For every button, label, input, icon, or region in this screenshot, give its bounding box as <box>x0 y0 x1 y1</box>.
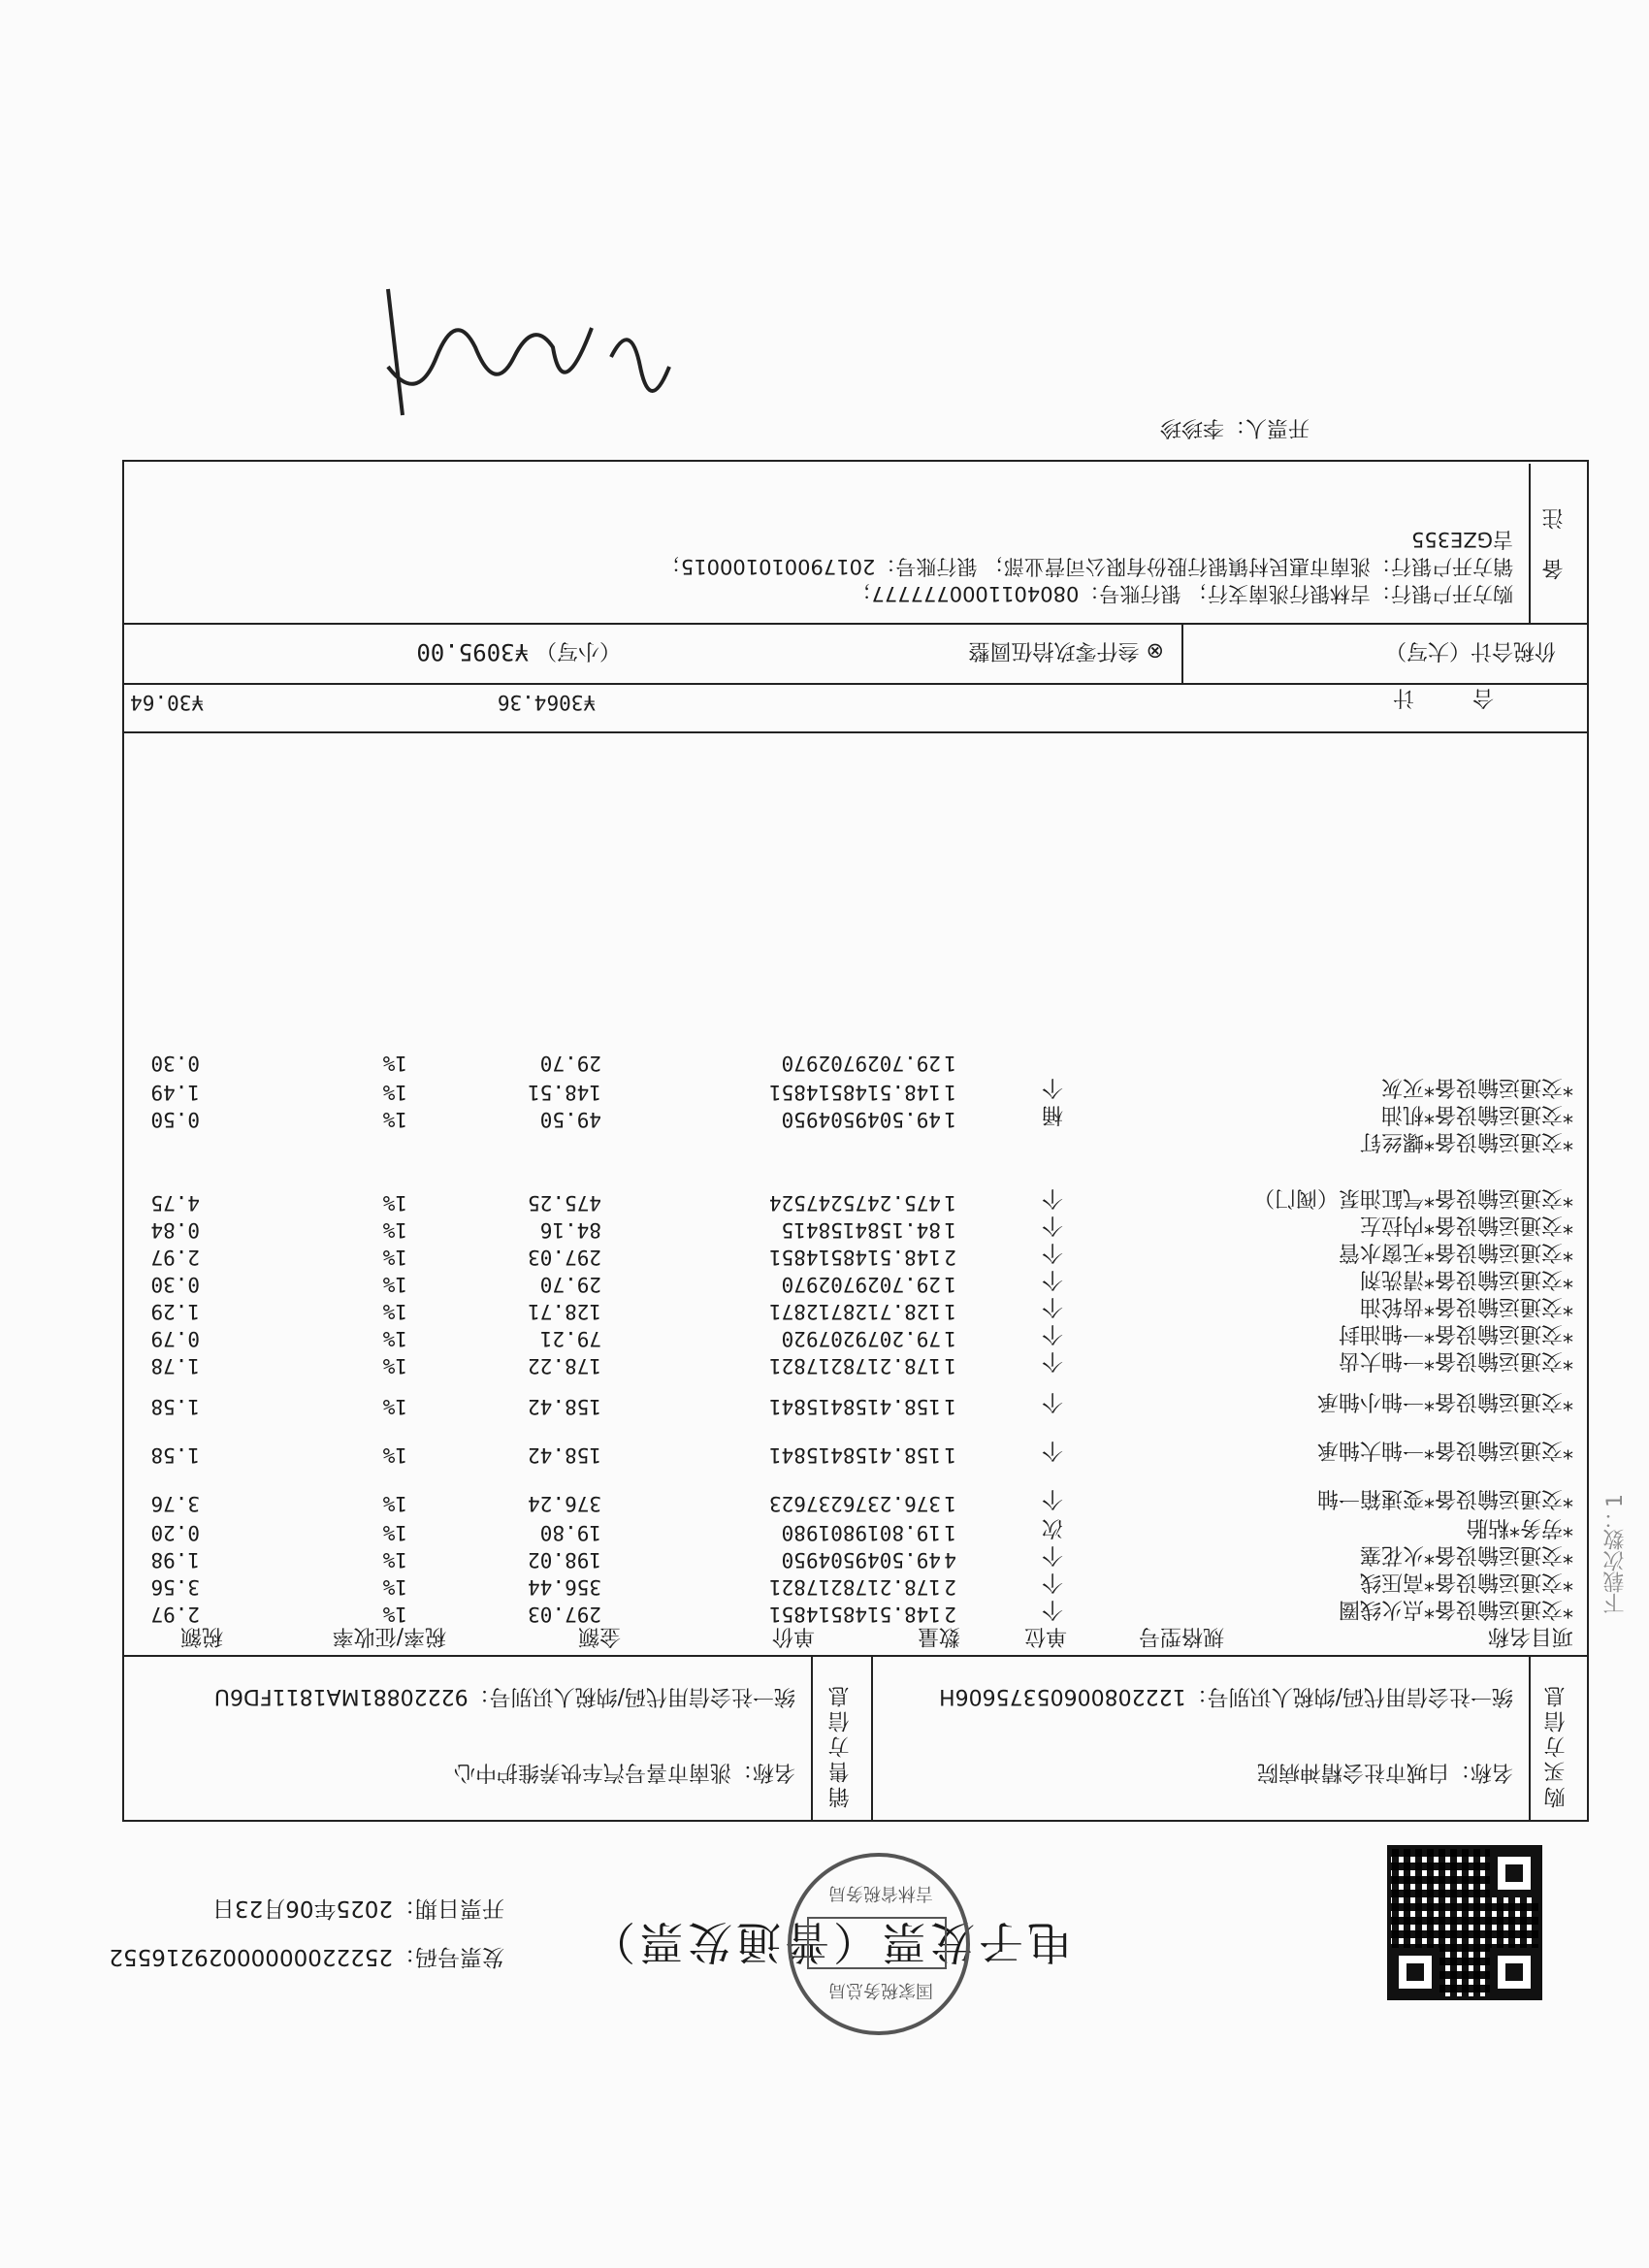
item-tax: 0.50 <box>150 1108 200 1131</box>
col-rate: 税率/征收率 <box>332 1624 446 1648</box>
item-price: 84.1584158415 <box>781 1218 941 1242</box>
remarks-line-1: 购方开户银行：吉林银行洮南支行； 银行账号：0804011000777777； <box>851 582 1513 605</box>
item-rate: 1% <box>382 1273 407 1296</box>
item-qty: 1 <box>944 1218 956 1242</box>
item-price: 158.4158415841 <box>768 1443 941 1467</box>
item-price: 376.2376237623 <box>768 1492 941 1515</box>
item-qty: 1 <box>944 1191 956 1215</box>
item-name: *交通运输设备*火花塞 <box>1359 1542 1573 1567</box>
item-name: *交通运输设备*一轴大轴承 <box>1316 1438 1573 1462</box>
tax-stamp: 国家税务总局 吉林省税务局 <box>788 1853 970 2035</box>
item-amount: 29.70 <box>539 1052 601 1075</box>
item-unit: 个 <box>1041 1240 1063 1264</box>
total-tax: ¥30.64 <box>130 691 204 714</box>
item-amount: 148.51 <box>528 1081 601 1104</box>
item-amount: 19.80 <box>539 1521 601 1544</box>
item-tax: 1.58 <box>150 1395 200 1418</box>
item-price: 178.2178217821 <box>768 1354 941 1377</box>
grand-total-words: ⊗ 叁仟零玖拾伍圆整 <box>968 638 1164 663</box>
item-name: *交通运输设备*无窗水管 <box>1338 1240 1573 1264</box>
item-unit: 个 <box>1041 1597 1063 1621</box>
handwritten-signature <box>359 279 679 425</box>
item-qty: 2 <box>944 1246 956 1269</box>
col-tax: 税额 <box>179 1624 223 1648</box>
item-tax: 1.78 <box>150 1354 200 1377</box>
item-price: 475.2475247524 <box>768 1191 941 1215</box>
item-name: *交通运输设备*机油 <box>1380 1102 1573 1126</box>
issuer: 开票人：李珍珍 <box>1159 415 1310 439</box>
item-unit: 个 <box>1041 1542 1063 1567</box>
seller-name: 名称：洮南市喜号汽车快养维护中心 <box>453 1760 795 1784</box>
item-price: 158.4158415841 <box>768 1395 941 1418</box>
item-name: *交通运输设备*变速箱一轴 <box>1316 1486 1573 1510</box>
item-qty: 2 <box>944 1603 956 1626</box>
item-qty: 1 <box>944 1081 956 1104</box>
grand-total-small: （小写） ¥3095.00 <box>416 638 621 665</box>
item-rate: 1% <box>382 1300 407 1323</box>
item-rate: 1% <box>382 1443 407 1467</box>
item-rate: 1% <box>382 1395 407 1418</box>
item-price: 148.5148514851 <box>768 1246 941 1269</box>
item-name: *交通运输设备*灭灰 <box>1380 1075 1573 1099</box>
remarks-label: 备注 <box>1542 479 1567 580</box>
item-unit: 个 <box>1041 1486 1063 1510</box>
item-rate: 1% <box>382 1521 407 1544</box>
item-tax: 2.97 <box>150 1603 200 1626</box>
item-unit: 个 <box>1041 1348 1063 1373</box>
item-unit: 个 <box>1041 1267 1063 1291</box>
item-qty: 1 <box>944 1052 956 1075</box>
item-unit: 个 <box>1041 1389 1063 1413</box>
item-rate: 1% <box>382 1603 407 1626</box>
item-amount: 84.16 <box>539 1218 601 1242</box>
item-amount: 297.03 <box>528 1603 601 1626</box>
item-rate: 1% <box>382 1108 407 1131</box>
item-amount: 376.24 <box>528 1492 601 1515</box>
item-price: 128.7128712871 <box>768 1300 941 1323</box>
item-tax: 0.30 <box>150 1052 200 1075</box>
item-qty: 1 <box>944 1300 956 1323</box>
item-amount: 49.50 <box>539 1108 601 1131</box>
item-name: *交通运输设备*清洗剂 <box>1359 1267 1573 1291</box>
item-qty: 1 <box>944 1327 956 1350</box>
item-name: *交通运输设备*一轴小轴承 <box>1316 1389 1573 1413</box>
item-tax: 1.98 <box>150 1548 200 1571</box>
item-price: 79.2079207920 <box>781 1327 941 1350</box>
item-tax: 1.49 <box>150 1081 200 1104</box>
grand-total-label: 价税合计（大写） <box>1384 638 1556 663</box>
item-tax: 1.29 <box>150 1300 200 1323</box>
item-amount: 297.03 <box>528 1246 601 1269</box>
seller-tax-id: 统一社会信用代码/纳税人识别号：92220881MA1811FD6U <box>213 1684 795 1708</box>
col-name: 项目名称 <box>1487 1624 1573 1648</box>
item-unit: 桶 <box>1041 1102 1063 1126</box>
item-unit: 个 <box>1041 1075 1063 1099</box>
seller-label: 销售方信息 <box>828 1682 853 1808</box>
item-price: 29.7029702970 <box>781 1052 941 1075</box>
item-name: *交通运输设备*一轴油封 <box>1338 1321 1573 1345</box>
item-unit: 个 <box>1041 1185 1063 1210</box>
col-unit: 单位 <box>1023 1624 1067 1648</box>
item-rate: 1% <box>382 1246 407 1269</box>
item-unit: 个 <box>1041 1438 1063 1462</box>
invoice-title: 电子发票（普通发票） <box>587 1916 1072 1968</box>
item-tax: 0.79 <box>150 1327 200 1350</box>
item-name: *交通运输设备*一轴大齿 <box>1338 1348 1573 1373</box>
item-name: *交通运输设备*内拉左 <box>1359 1213 1573 1237</box>
item-rate: 1% <box>382 1052 407 1075</box>
item-qty: 1 <box>944 1521 956 1544</box>
item-tax: 4.75 <box>150 1191 200 1215</box>
col-qty: 数量 <box>917 1624 960 1648</box>
item-name: *交通运输设备*螺丝钉 <box>1359 1129 1573 1153</box>
item-unit: 次 <box>1041 1515 1063 1539</box>
item-qty: 1 <box>944 1443 956 1467</box>
item-qty: 4 <box>944 1548 956 1571</box>
total-label: 合计 <box>1334 685 1494 709</box>
col-amount: 金额 <box>577 1624 621 1648</box>
item-rate: 1% <box>382 1327 407 1350</box>
item-price: 49.5049504950 <box>781 1548 941 1571</box>
item-unit: 个 <box>1041 1570 1063 1594</box>
item-unit: 个 <box>1041 1213 1063 1237</box>
item-rate: 1% <box>382 1492 407 1515</box>
item-price: 19.8019801980 <box>781 1521 941 1544</box>
item-rate: 1% <box>382 1548 407 1571</box>
item-amount: 158.42 <box>528 1443 601 1467</box>
item-amount: 198.02 <box>528 1548 601 1571</box>
item-qty: 1 <box>944 1395 956 1418</box>
item-rate: 1% <box>382 1575 407 1599</box>
item-price: 178.2178217821 <box>768 1575 941 1599</box>
item-amount: 356.44 <box>528 1575 601 1599</box>
item-rate: 1% <box>382 1354 407 1377</box>
item-tax: 0.30 <box>150 1273 200 1296</box>
col-price: 单价 <box>771 1624 815 1648</box>
invoice-date: 开票日期：2025年06月23日 <box>211 1895 504 1921</box>
item-tax: 0.20 <box>150 1521 200 1544</box>
item-amount: 29.70 <box>539 1273 601 1296</box>
buyer-name: 名称：白城市社会精神病院 <box>1256 1760 1513 1784</box>
item-rate: 1% <box>382 1081 407 1104</box>
item-rate: 1% <box>382 1218 407 1242</box>
item-unit: 个 <box>1041 1321 1063 1345</box>
remarks-line-3: 吉GZE355 <box>1410 528 1513 551</box>
col-spec: 规格型号 <box>1138 1624 1224 1648</box>
item-tax: 3.56 <box>150 1575 200 1599</box>
item-amount: 79.21 <box>539 1327 601 1350</box>
item-price: 148.5148514851 <box>768 1603 941 1626</box>
total-amount: ¥3064.36 <box>497 691 596 714</box>
item-name: *交通运输设备*高压线 <box>1359 1570 1573 1594</box>
item-price: 49.5049504950 <box>781 1108 941 1131</box>
item-qty: 1 <box>944 1273 956 1296</box>
item-unit: 个 <box>1041 1294 1063 1318</box>
qr-code <box>1387 1845 1542 2000</box>
item-qty: 1 <box>944 1354 956 1377</box>
remarks-line-2: 销方开户银行：洮南市惠民村镇银行股份有限公司营业部； 银行账号：201790010100015； <box>660 555 1513 578</box>
item-rate: 1% <box>382 1191 407 1215</box>
item-price: 148.5148514851 <box>768 1081 941 1104</box>
buyer-label: 购买方信息 <box>1544 1682 1568 1808</box>
item-tax: 1.58 <box>150 1443 200 1467</box>
item-tax: 2.97 <box>150 1246 200 1269</box>
item-name: *交通运输设备*气缸油泵（阀门） <box>1252 1185 1573 1210</box>
item-name: *劳务*粘胎 <box>1466 1515 1573 1539</box>
item-amount: 178.22 <box>528 1354 601 1377</box>
invoice-number: 发票号码：25222000000029216552 <box>109 1944 504 1969</box>
download-count: 下载次数：1 <box>1603 1494 1628 1614</box>
item-amount: 128.71 <box>528 1300 601 1323</box>
item-amount: 475.25 <box>528 1191 601 1215</box>
item-amount: 158.42 <box>528 1395 601 1418</box>
item-qty: 2 <box>944 1575 956 1599</box>
buyer-tax-id: 统一社会信用代码/纳税人识别号：12220800605375606H <box>939 1684 1513 1708</box>
item-qty: 1 <box>944 1492 956 1515</box>
item-price: 29.7029702970 <box>781 1273 941 1296</box>
item-name: *交通运输设备*齿轮油 <box>1359 1294 1573 1318</box>
item-tax: 3.76 <box>150 1492 200 1515</box>
item-name: *交通运输设备*点火线圈 <box>1338 1597 1573 1621</box>
item-qty: 1 <box>944 1108 956 1131</box>
item-tax: 0.84 <box>150 1218 200 1242</box>
